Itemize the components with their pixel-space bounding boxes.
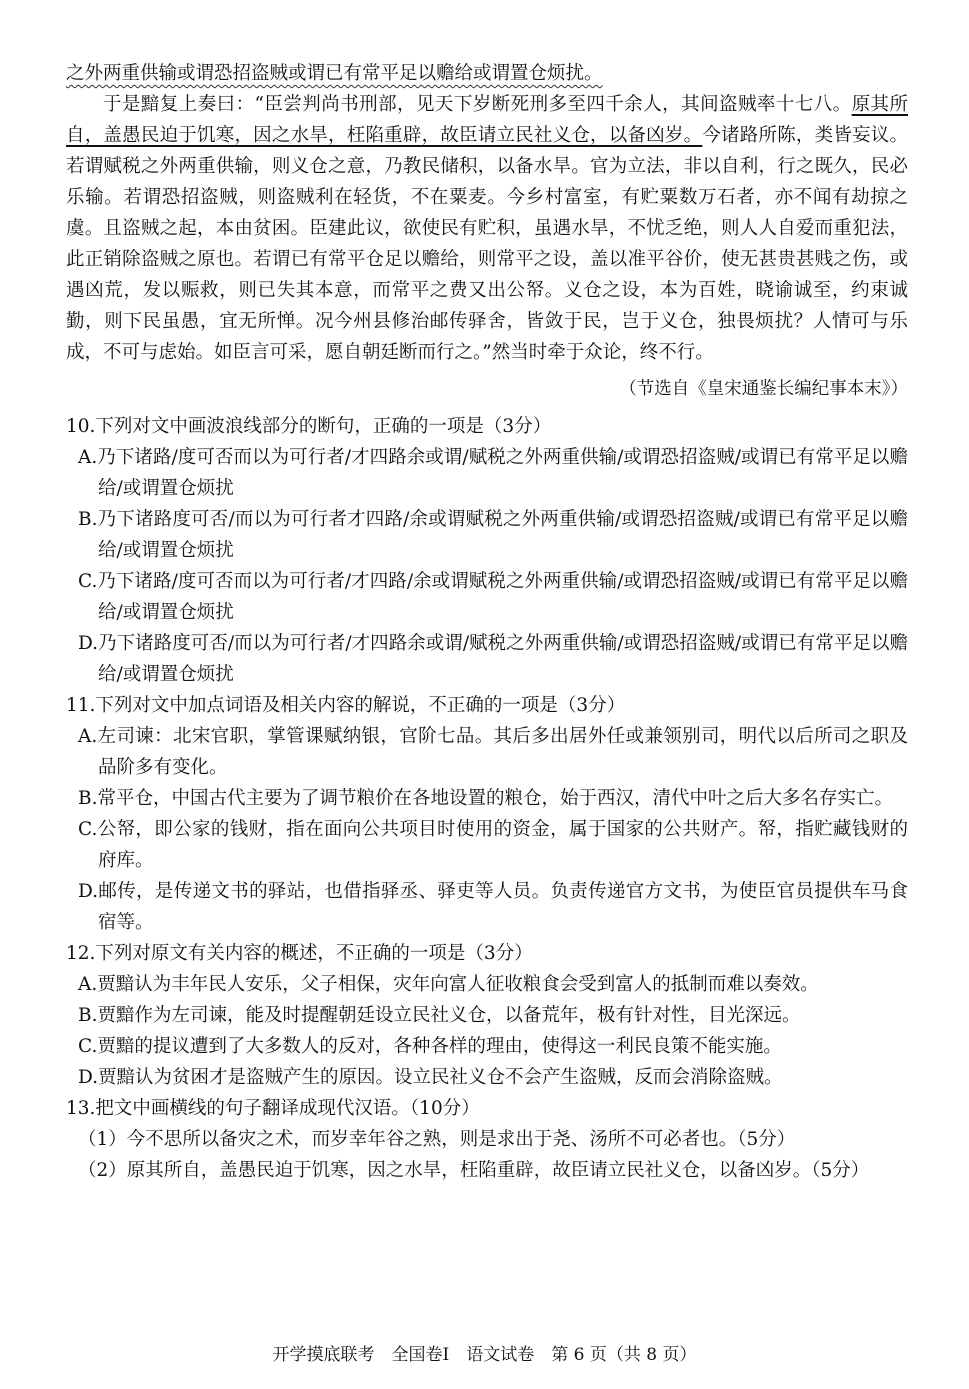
question-stem: 11.下列对文中加点词语及相关内容的解说，不正确的一项是（3分）: [66, 695, 626, 716]
question-stem: 12.下列对原文有关内容的概述，不正确的一项是（3分）: [66, 943, 533, 964]
question-12: [66, 938, 908, 1093]
option-d: D.乃下诸路度可否/而以为可行者/才四路余或谓/赋税之外两重供输/或谓恐招盗贼/或谓已有常平足以赡给/或谓置仓烦扰: [78, 633, 908, 685]
exam-page: [66, 58, 908, 1186]
option-d: D.邮传，是传递文书的驿站，也借指驿丞、驿吏等人员。负责传递官方文书，为使臣官员提供车马食宿等。: [78, 881, 908, 933]
page-footer: 开学摸底联考 全国卷Ⅰ 语文试卷 第 6 页（共 8 页）: [272, 1345, 697, 1365]
wavy-underlined-text: 之外两重供输或谓恐招盗贼或谓已有常平足以赡给或谓置仓烦扰。: [66, 63, 603, 84]
option-a: A.贾黯认为丰年民人安乐，父子相保，灾年向富人征收粮食会受到富人的抵制而难以奏效。: [78, 974, 819, 995]
option-c: C.公帑，即公家的钱财，指在面向公共项目时使用的资金，属于国家的公共财产。帑，指贮藏钱财的府库。: [78, 819, 908, 871]
underlined-sentence: 原其所自，盖愚民迫于饥寒，因之水旱，枉陷重辟，故臣请立民社义仓，以备凶岁。: [66, 94, 908, 146]
option-c: C.贾黯的提议遭到了大多数人的反对，各种各样的理由，使得这一利民良策不能实施。: [78, 1036, 782, 1057]
question-stem: 13.把文中画横线的句子翻译成现代汉语。（10分）: [66, 1098, 480, 1119]
option-a: A.乃下诸路/度可否而以为可行者/才四路余或谓/赋税之外两重供输/或谓恐招盗贼/或谓已有常平足以赡给/或谓置仓烦扰: [78, 447, 908, 499]
option-c: C.乃下诸路/度可否而以为可行者/才四路/余或谓赋税之外两重供输/或谓恐招盗贼/或谓已有常平足以赡给/或谓置仓烦扰: [78, 571, 908, 623]
option-b: B.乃下诸路度可否/而以为可行者才四路/余或谓赋税之外两重供输/或谓恐招盗贼/或谓已有常平足以赡给/或谓置仓烦扰: [78, 509, 908, 561]
question-10: [66, 411, 908, 690]
translation-item-1: （1）今不思所以备灾之术，而岁幸年谷之熟，则是求出于尧、汤所不可必者也。（5分）: [78, 1129, 796, 1150]
passage-body: 今诸路所陈，类皆妄议。若谓赋税之外两重供输，则义仓之意，乃教民储积，以备水旱。官为立法，非以自利，行之既久，民必乐输。若谓恐招盗贼，则盗贼利在轻货，不在粟麦。今乡村富室，有贮粟数万石者，亦不闻有劫掠之虞。且盗贼之起，本由贫困。臣建此议，欲使民有贮积，虽遇水旱，不忧乏绝，则人人自爱而重犯法，此正销除盗贼之原也。若谓已有常平仓足以赡给，则常平之设，盖以准平谷价，使无甚贵甚贱之伤，或遇凶荒，发以赈救，则已失其本意，而常平之费又出公帑。义仓之设，本为百姓，晓谕诚至，约束诚勤，则下民虽愚，宜无所惮。况今州县修治邮传驿舍，皆敛于民，岂于义仓，独畏烦扰？人情可与乐成，不可与虑始。如臣言可采，愿自朝廷断而行之。”然当时牵于众论，终不行。: [66, 125, 908, 363]
question-13: [66, 1093, 908, 1186]
option-d: D.贾黯认为贫困才是盗贼产生的原因。设立民社义仓不会产生盗贼，反而会消除盗贼。: [78, 1067, 783, 1088]
question-11: [66, 690, 908, 938]
question-stem: 10.下列对文中画波浪线部分的断句，正确的一项是（3分）: [66, 416, 552, 437]
option-b: B.贾黯作为左司谏，能及时提醒朝廷设立民社义仓，以备荒年，极有针对性，目光深远。: [78, 1005, 801, 1026]
option-b: B.常平仓，中国古代主要为了调节粮价在各地设置的粮仓，始于西汉，清代中叶之后大多名存实亡。: [78, 788, 893, 809]
option-a: A.左司谏：北宋官职，掌管课赋纳银，官阶七品。其后多出居外任或兼领别司，明代以后所司之职及品阶多有变化。: [78, 726, 908, 778]
translation-item-2: （2）原其所自，盖愚民迫于饥寒，因之水旱，枉陷重辟，故臣请立民社义仓，以备凶岁。（5分）: [78, 1160, 870, 1181]
passage-top-line: [66, 58, 908, 89]
passage-opening: 于是黯复上奏曰：“臣尝判尚书刑部，见天下岁断死刑多至四千余人，其间盗贼率十七八。: [103, 94, 852, 115]
passage-source: （节选自《皇宋通鉴长编纪事本末》）: [619, 379, 908, 399]
passage-paragraph: [66, 89, 908, 368]
